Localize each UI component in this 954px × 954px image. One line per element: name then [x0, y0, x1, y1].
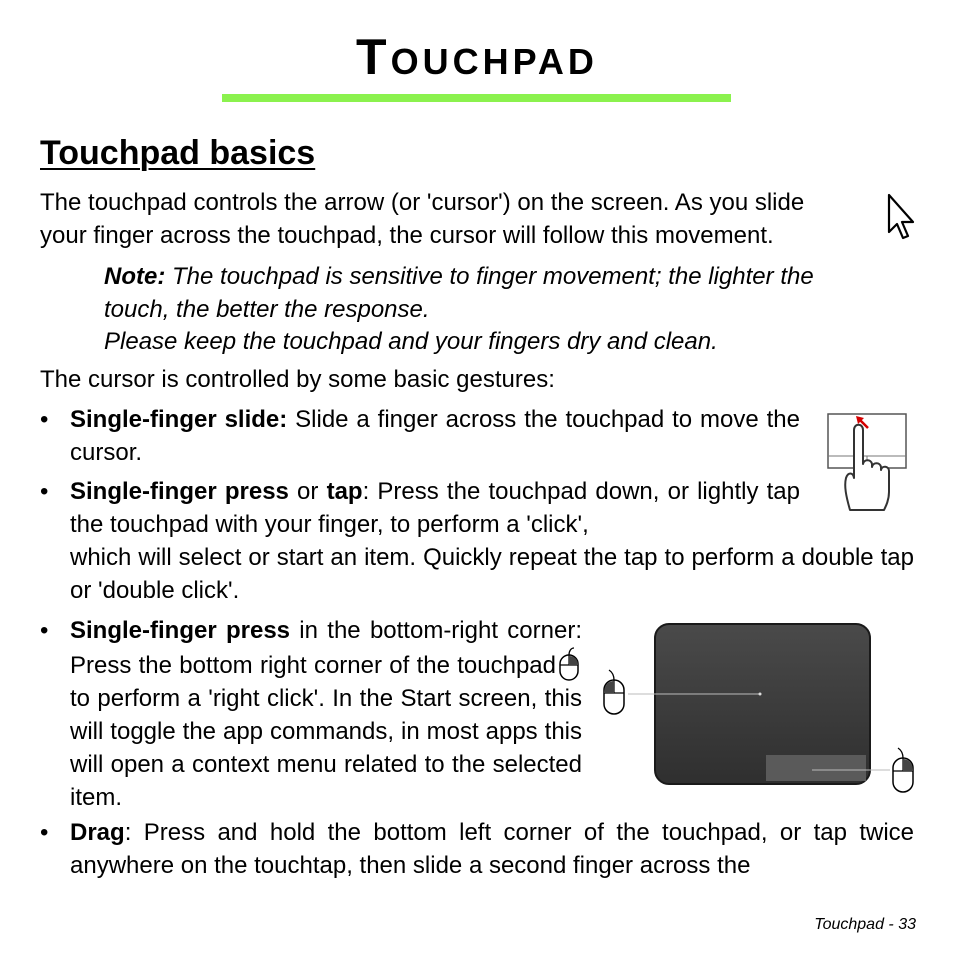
- right-mouse-icon: [893, 748, 913, 792]
- list-item-single-finger-slide: [70, 403, 800, 469]
- finger-slide-icon: [826, 410, 910, 514]
- list-item-single-finger-press: [70, 475, 800, 541]
- intro-line-2: your finger across the touchpad, the cursor will follow this movement.: [40, 222, 774, 249]
- corner-text-1: in the bottom-right corner: Press the bottom right corner of the touchpad: [70, 617, 582, 679]
- drag-text: : Press and hold the bottom left corner of the touchpad, or tap twice anywhere on the touchtap, then slide a second finger across the: [70, 819, 914, 879]
- intro-line-1: The touchpad controls the arrow (or 'cursor') on the screen. As you slide: [40, 189, 805, 216]
- note-label: Note:: [104, 263, 166, 290]
- note-paragraph: [104, 260, 914, 293]
- bullet-marker: •: [40, 478, 49, 505]
- corner-term: Single-finger press: [70, 617, 291, 644]
- page-title-first-letter: T: [356, 29, 391, 85]
- slide-text: Slide a finger across the touchpad to move the cursor.: [70, 406, 800, 466]
- page-title-rest: OUCHPAD: [390, 41, 598, 82]
- bullet-marker: •: [40, 406, 49, 433]
- list-item-drag: [70, 816, 914, 882]
- right-click-mouse-icon: [558, 647, 580, 681]
- gestures-intro: The cursor is controlled by some basic gestures:: [40, 366, 555, 393]
- press-connector: or: [288, 478, 327, 505]
- tap-term: tap: [326, 478, 363, 505]
- note-line-2: touch, the better the response.: [104, 296, 430, 323]
- note-line-3: Please keep the touchpad and your fingers dry and clean.: [104, 328, 718, 355]
- title-underline-bar: [222, 94, 731, 102]
- note-line-1: The touchpad is sensitive to finger movement; the lighter the: [165, 263, 814, 290]
- bullet-marker: •: [40, 819, 49, 846]
- touchpad-illustration: [600, 620, 920, 800]
- drag-term: Drag: [70, 819, 125, 846]
- section-heading: Touchpad basics: [40, 134, 316, 172]
- slide-term: Single-finger slide:: [70, 406, 288, 433]
- bullet-marker: •: [40, 617, 49, 644]
- list-item-corner-press: [70, 614, 582, 814]
- press-text-1: : Press the touchpad down, or lightly tap the touchpad with your finger, to perform a 'click',: [70, 478, 800, 538]
- left-mouse-icon: [604, 670, 624, 714]
- press-text-2: which will select or start an item. Quickly repeat the tap to perform a double tap or 'double click'.: [70, 544, 914, 604]
- page-footer: Touchpad - 33: [814, 916, 916, 933]
- cursor-arrow-icon: [886, 192, 918, 244]
- corner-text-2: to perform a 'right click'. In the Start screen, this will toggle the app commands, in most apps this will open a context menu related to the selected item.: [70, 685, 582, 811]
- intro-paragraph: [40, 186, 880, 252]
- page-title: [0, 28, 954, 86]
- press-term: Single-finger press: [70, 478, 289, 505]
